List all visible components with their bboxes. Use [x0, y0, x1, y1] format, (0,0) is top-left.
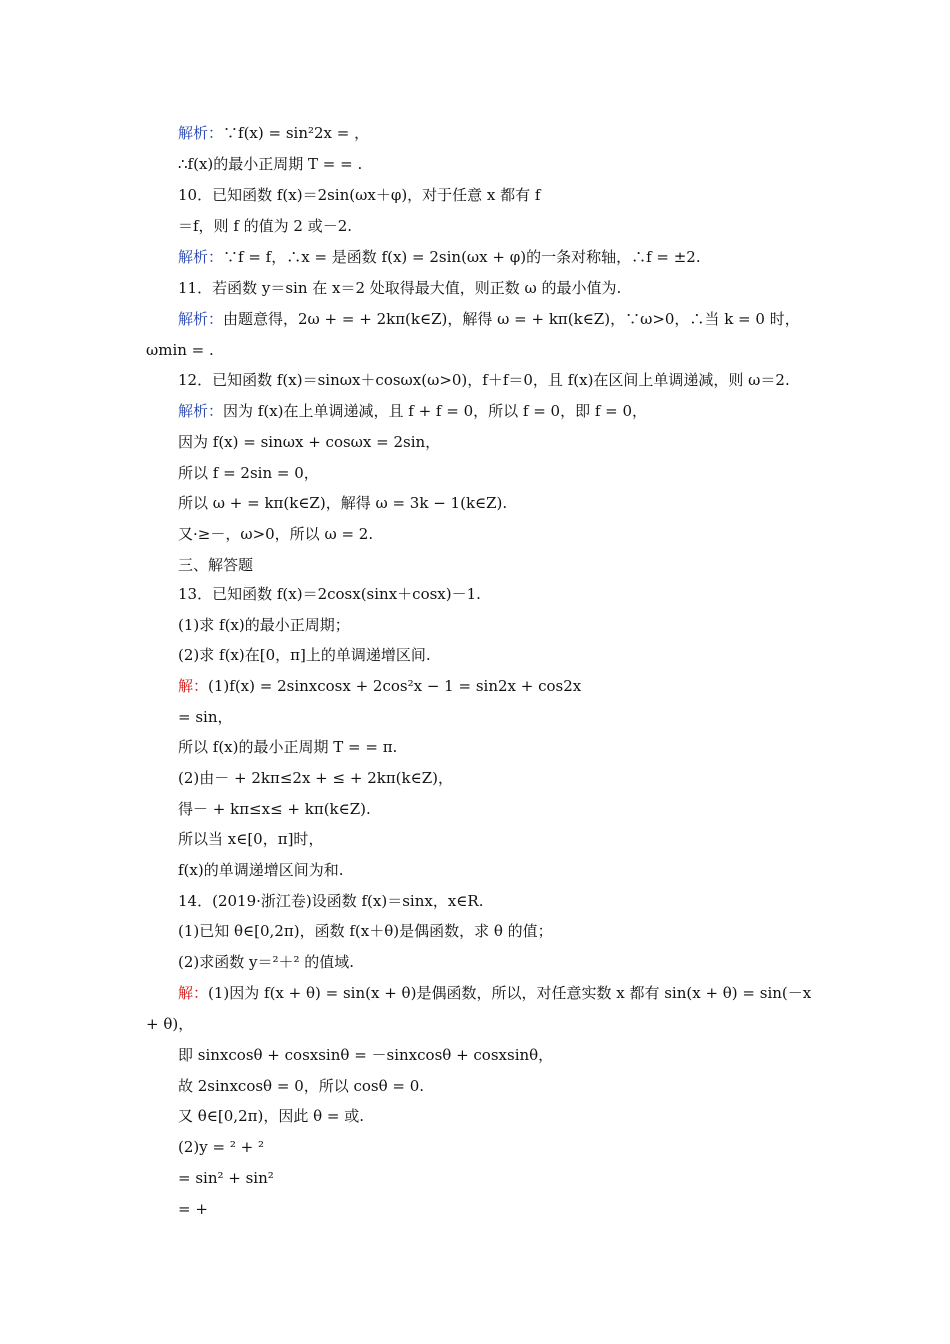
- text-line: 又 θ∈[0,2π)，因此 θ = 或.: [178, 1107, 364, 1125]
- text-line: [178, 309, 820, 329]
- text-line: 故 2sinxcosθ = 0，所以 cosθ = 0.: [178, 1077, 425, 1095]
- line-text: 因为 f(x)在上单调递减，且 f + f = 0，所以 f = 0，即 f = 0，: [223, 402, 648, 420]
- line-text: (1)f(x) = 2sinxcosx + 2cos²x − 1 = sin2x + cos2x: [208, 677, 582, 695]
- question-10: 10．已知函数 f(x)＝2sin(ωx＋φ)，对于任意 x 都有 f: [178, 186, 541, 204]
- text-line: 所以当 x∈[0，π]时，: [178, 830, 324, 848]
- text-line: (2)求 f(x)在[0，π]上的单调递增区间.: [178, 646, 431, 664]
- analysis-label: 解析：: [178, 248, 224, 266]
- text-line: [178, 983, 820, 1003]
- question-12: 12．已知函数 f(x)＝sinωx＋cosωx(ω>0)，f＋f＝0，且 f(x)在区间上单调递减，则 ω＝2.: [178, 371, 790, 389]
- text-line: (1)已知 θ∈[0,2π)，函数 f(x＋θ)是偶函数，求 θ 的值；: [178, 922, 553, 940]
- text-line: (2)求函数 y＝²＋² 的值域.: [178, 953, 355, 971]
- line-text: 由题意得，2ω + = + 2kπ(k∈Z)，解得 ω = + kπ(k∈Z)，∵ω>0，∴当 k = 0 时，: [223, 310, 800, 328]
- text-line: [178, 123, 820, 143]
- text-line: ∴f(x)的最小正周期 T = = .: [178, 155, 363, 173]
- text-line: 即 sinxcosθ + cosxsinθ = －sinxcosθ + cosxsinθ，: [178, 1046, 554, 1064]
- text-line: ωmin = .: [146, 341, 214, 359]
- text-line: + θ)，: [146, 1015, 194, 1033]
- text-line: 得－ + kπ≤x≤ + kπ(k∈Z).: [178, 800, 371, 818]
- text-line: = +: [178, 1200, 208, 1218]
- text-line: 所以 ω + = kπ(k∈Z)，解得 ω = 3k − 1(k∈Z).: [178, 494, 508, 512]
- question-11: 11．若函数 y＝sin 在 x＝2 处取得最大值，则正数 ω 的最小值为.: [178, 279, 622, 297]
- text-line: 所以 f = 2sin = 0，: [178, 464, 319, 482]
- text-line: ＝f，则 f 的值为 2 或－2.: [178, 217, 353, 235]
- analysis-label: 解析：: [178, 310, 224, 328]
- text-line: (1)求 f(x)的最小正周期；: [178, 616, 350, 634]
- line-text: (1)因为 f(x + θ) = sin(x + θ)是偶函数，所以，对任意实数 x 都有 sin(x + θ) = sin(－x: [208, 984, 812, 1002]
- text-line: = sin² + sin²: [178, 1169, 274, 1187]
- text-line: (2)由－ + 2kπ≤2x + ≤ + 2kπ(k∈Z)，: [178, 769, 454, 787]
- question-13: 13．已知函数 f(x)＝2cosx(sinx＋cosx)－1.: [178, 585, 481, 603]
- line-text: ∵f(x) = sin²2x = ，: [223, 124, 370, 142]
- question-14: 14．(2019·浙江卷)设函数 f(x)＝sinx，x∈R.: [178, 892, 484, 910]
- text-line: [178, 676, 820, 696]
- text-line: 所以 f(x)的最小正周期 T = = π.: [178, 738, 398, 756]
- solution-label: 解：: [178, 677, 209, 695]
- analysis-label: 解析：: [178, 124, 224, 142]
- text-line: [178, 401, 820, 421]
- text-line: 又·≥－，ω>0，所以 ω = 2.: [178, 525, 374, 543]
- text-line: 因为 f(x) = sinωx + cosωx = 2sin，: [178, 433, 441, 451]
- section-heading: 三、解答题: [178, 556, 254, 574]
- solution-label: 解：: [178, 984, 209, 1002]
- text-line: = sin，: [178, 708, 233, 726]
- analysis-label: 解析：: [178, 402, 224, 420]
- line-text: ∵f = f，∴x = 是函数 f(x) = 2sin(ωx + φ)的一条对称轴，∴f = ±2.: [223, 248, 701, 266]
- text-line: [178, 247, 820, 267]
- text-line: (2)y = ² + ²: [178, 1138, 264, 1156]
- text-line: f(x)的单调递增区间为和.: [178, 861, 344, 879]
